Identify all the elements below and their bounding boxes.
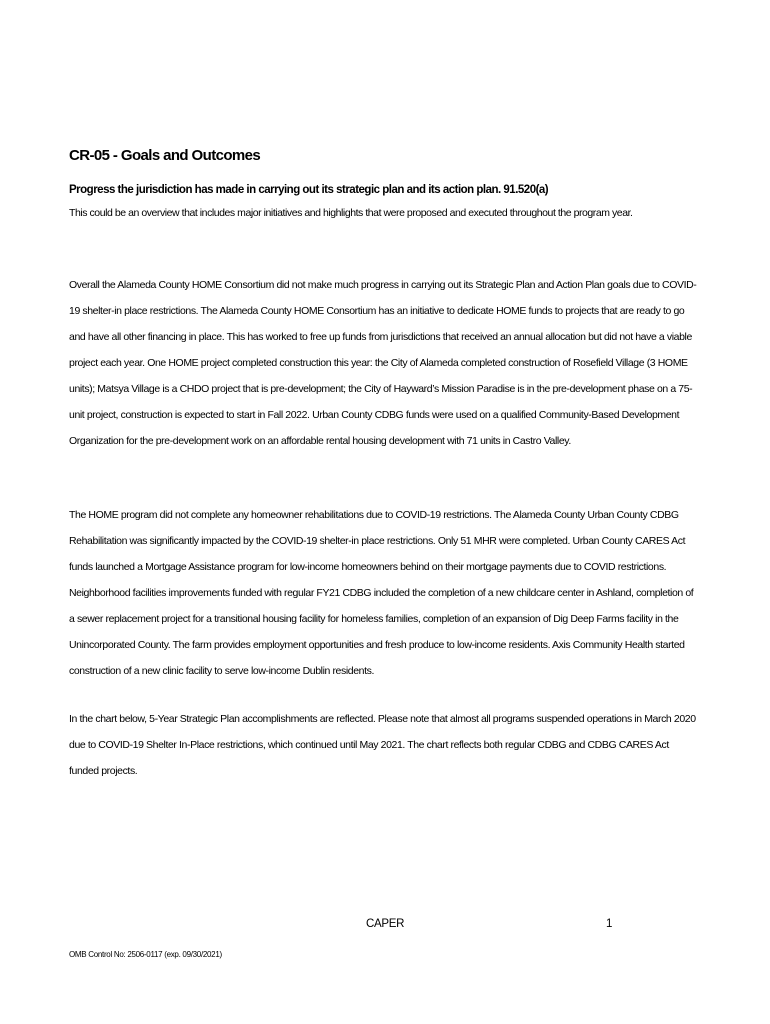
body-paragraph-3: In the chart below, 5-Year Strategic Plan accomplishments are reflected. Please note that almost all programs suspended operations in March 2020 due to COVID-19 Shelter In-Place restrictions, which continued until May 2021. The chart reflects both regular CDBG and CDBG CARES Act funded projects. — [69, 713, 696, 777]
section-intro: This could be an overview that includes major initiatives and highlights that were proposed and executed throughout the program year. — [69, 207, 633, 219]
section-subheading: Progress the jurisdiction has made in carrying out its strategic plan and its action plan. 91.520(a) — [69, 184, 549, 196]
body-paragraph-1: Overall the Alameda County HOME Consortium did not make much progress in carrying out its Strategic Plan and Action Plan goals due to COVID-19 shelter-in place restrictions. The Alameda County HOME Consortium has an initiative to dedicate HOME funds to projects that are ready to go and have all other financing in place. This has worked to free up funds from jurisdictions that received an annual allocation but did not have a viable project each year. One HOME project completed construction this year: the City of Alameda completed construction of Rosefield Village (3 HOME units); Matsya Village is a CHDO project that is pre-development; the City of Hayward’s Mission Paradise is in the pre-development phase on a 75-unit project, construction is expected to start in Fall 2022. Urban County CDBG funds were used on a qualified Community-Based Development Organization for the pre-development work on an affordable rental housing development with 71 units in Castro Valley. — [69, 279, 697, 447]
footer-page-number: 1 — [606, 918, 613, 930]
body-paragraph-2: The HOME program did not complete any homeowner rehabilitations due to COVID-19 restrictions. The Alameda County Urban County CDBG Rehabilitation was significantly impacted by the COVID-19 shelter-in place restrictions. Only 51 MHR were completed. Urban County CARES Act funds launched a Mortgage Assistance program for low-income homeowners behind on their mortgage payments due to COVID restrictions. Neighborhood facilities improvements funded with regular FY21 CDBG included the completion of a new childcare center in Ashland, completion of a sewer replacement project for a transitional housing facility for homeless families, completion of an expansion of Dig Deep Farms facility in the Unincorporated County. The farm provides employment opportunities and fresh produce to low-income residents. Axis Community Health started construction of a new clinic facility to serve low-income Dublin residents. — [69, 509, 694, 677]
footer-omb-control: OMB Control No: 2506-0117 (exp. 09/30/2021) — [69, 950, 222, 959]
footer-caper-label: CAPER — [366, 918, 405, 930]
section-heading: CR-05 - Goals and Outcomes — [69, 147, 261, 164]
